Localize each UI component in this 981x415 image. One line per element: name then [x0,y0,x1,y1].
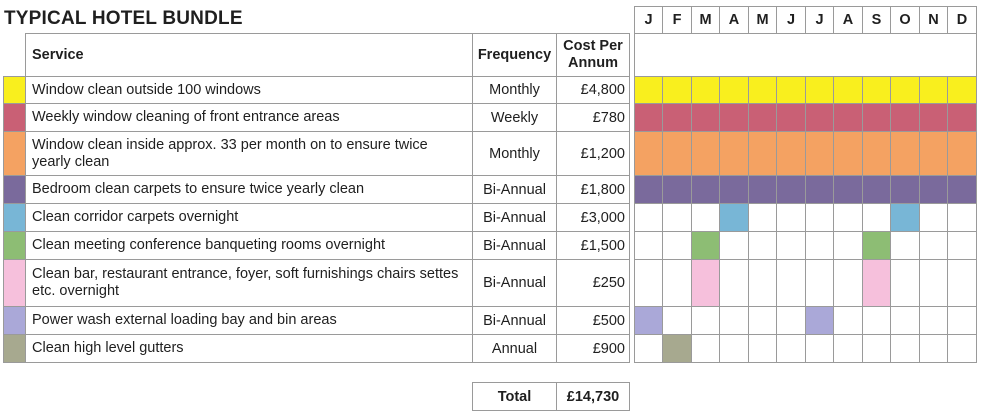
schedule-cell [692,232,720,260]
schedule-cell [777,260,806,307]
service-cell: Bedroom clean carpets to ensure twice yearly clean [26,176,473,204]
schedule-cell [806,176,834,204]
schedule-cell [834,77,863,104]
cost-header: Cost Per Annum [557,34,630,77]
schedule-cell [720,77,749,104]
schedule-cell [749,232,777,260]
month-header: D [948,7,977,34]
month-header: F [663,7,692,34]
schedule-cell [720,335,749,363]
schedule-cell [948,232,977,260]
column-header-row [4,34,977,77]
total-value: £14,730 [557,383,630,411]
table-row [4,77,977,104]
month-header: J [806,7,834,34]
schedule-cell [663,232,692,260]
schedule-cell [863,260,891,307]
schedule-cell [920,307,948,335]
schedule-cell [920,204,948,232]
schedule-cell [692,176,720,204]
schedule-cell [635,335,663,363]
table-row [4,260,977,307]
schedule-cell [863,132,891,176]
schedule-cell [920,260,948,307]
schedule-cell [920,335,948,363]
color-swatch [4,335,26,363]
schedule-cell [920,232,948,260]
schedule-cell [920,104,948,132]
schedule-cell [777,204,806,232]
color-swatch [4,132,26,176]
month-header: A [834,7,863,34]
month-header: A [720,7,749,34]
schedule-cell [891,77,920,104]
schedule-cell [891,335,920,363]
schedule-cell [663,260,692,307]
cost-cell: £780 [557,104,630,132]
service-cell: Window clean outside 100 windows [26,77,473,104]
month-header: S [863,7,891,34]
schedule-cell [635,204,663,232]
schedule-cell [635,176,663,204]
schedule-cell [920,132,948,176]
schedule-cell [777,77,806,104]
frequency-header: Frequency [473,34,557,77]
schedule-cell [834,132,863,176]
schedule-cell [692,77,720,104]
schedule-cell [863,307,891,335]
color-swatch [4,260,26,307]
schedule-cell [692,260,720,307]
schedule-cell [777,335,806,363]
month-header: M [692,7,720,34]
schedule-cell [777,232,806,260]
schedule-cell [948,335,977,363]
schedule-cell [635,232,663,260]
cost-cell: £250 [557,260,630,307]
schedule-cell [863,77,891,104]
cost-cell: £1,500 [557,232,630,260]
frequency-cell: Bi-Annual [473,204,557,232]
service-cell: Clean corridor carpets overnight [26,204,473,232]
table-row [4,307,977,335]
service-cell: Clean high level gutters [26,335,473,363]
schedule-cell [891,232,920,260]
cost-cell: £900 [557,335,630,363]
schedule-cell [920,77,948,104]
schedule-cell [635,260,663,307]
month-header: O [891,7,920,34]
schedule-cell [720,132,749,176]
schedule-cell [834,204,863,232]
total-label: Total [473,383,557,411]
table-row [4,232,977,260]
schedule-cell [749,104,777,132]
schedule-cell [663,132,692,176]
cost-cell: £3,000 [557,204,630,232]
frequency-cell: Weekly [473,104,557,132]
schedule-cell [720,176,749,204]
schedule-cell [891,260,920,307]
frequency-cell: Bi-Annual [473,307,557,335]
schedule-cell [692,307,720,335]
table-row [4,104,977,132]
schedule-cell [806,104,834,132]
schedule-cell [635,104,663,132]
schedule-cell [635,77,663,104]
frequency-cell: Monthly [473,132,557,176]
schedule-cell [692,132,720,176]
table-row [4,132,977,176]
schedule-cell [948,176,977,204]
schedule-cell [834,307,863,335]
schedule-cell [777,176,806,204]
schedule-cell [834,104,863,132]
month-header: J [777,7,806,34]
schedule-cell [948,77,977,104]
schedule-cell [749,77,777,104]
schedule-cell [692,204,720,232]
service-header: Service [26,34,473,77]
schedule-cell [891,307,920,335]
month-header: J [635,7,663,34]
schedule-cell [863,335,891,363]
schedule-cell [863,232,891,260]
color-swatch [4,307,26,335]
schedule-cell [692,335,720,363]
table-row [4,204,977,232]
color-swatch [4,176,26,204]
schedule-cell [635,132,663,176]
schedule-cell [749,307,777,335]
schedule-cell [806,260,834,307]
service-cell: Window clean inside approx. 33 per month on to ensure twice yearly clean [26,132,473,176]
service-cell: Clean bar, restaurant entrance, foyer, soft furnishings chairs settes etc. overnight [26,260,473,307]
schedule-cell [635,307,663,335]
schedule-cell [948,132,977,176]
schedule-cell [663,77,692,104]
frequency-cell: Bi-Annual [473,260,557,307]
schedule-cell [863,204,891,232]
schedule-cell [777,132,806,176]
table-row [4,335,977,363]
schedule-cell [806,204,834,232]
schedule-cell [749,204,777,232]
schedule-cell [663,335,692,363]
schedule-cell [720,307,749,335]
schedule-cell [863,104,891,132]
schedule-cell [777,307,806,335]
schedule-cell [891,104,920,132]
schedule-cell [806,77,834,104]
schedule-cell [663,204,692,232]
schedule-cell [834,232,863,260]
page-title: TYPICAL HOTEL BUNDLE [4,8,243,29]
cost-cell: £500 [557,307,630,335]
schedule-cell [720,204,749,232]
schedule-cell [663,307,692,335]
schedule-cell [806,307,834,335]
schedule-cell [806,335,834,363]
color-swatch [4,104,26,132]
schedule-cell [920,176,948,204]
schedule-cell [692,104,720,132]
schedule-cell [948,204,977,232]
frequency-cell: Annual [473,335,557,363]
schedule-cell [720,260,749,307]
month-header: M [749,7,777,34]
schedule-cell [834,176,863,204]
table-row [4,176,977,204]
service-cell: Power wash external loading bay and bin areas [26,307,473,335]
color-swatch [4,204,26,232]
frequency-cell: Bi-Annual [473,232,557,260]
schedule-cell [720,104,749,132]
frequency-cell: Monthly [473,77,557,104]
schedule-cell [749,260,777,307]
schedule-cell [948,307,977,335]
schedule-cell [749,176,777,204]
color-swatch [4,77,26,104]
frequency-cell: Bi-Annual [473,176,557,204]
schedule-cell [663,176,692,204]
schedule-cell [891,176,920,204]
schedule-cell [749,132,777,176]
total-table [472,382,630,411]
service-cell: Clean meeting conference banqueting rooms overnight [26,232,473,260]
schedule-cell [663,104,692,132]
cost-cell: £4,800 [557,77,630,104]
cost-cell: £1,800 [557,176,630,204]
schedule-table [3,6,977,363]
service-cell: Weekly window cleaning of front entrance areas [26,104,473,132]
schedule-cell [891,204,920,232]
schedule-cell [834,260,863,307]
schedule-cell [948,104,977,132]
schedule-cell [806,232,834,260]
schedule-cell [806,132,834,176]
schedule-cell [720,232,749,260]
schedule-cell [777,104,806,132]
schedule-cell [863,176,891,204]
schedule-cell [834,335,863,363]
month-header: N [920,7,948,34]
schedule-cell [891,132,920,176]
color-swatch [4,232,26,260]
cost-cell: £1,200 [557,132,630,176]
schedule-cell [948,260,977,307]
schedule-cell [749,335,777,363]
